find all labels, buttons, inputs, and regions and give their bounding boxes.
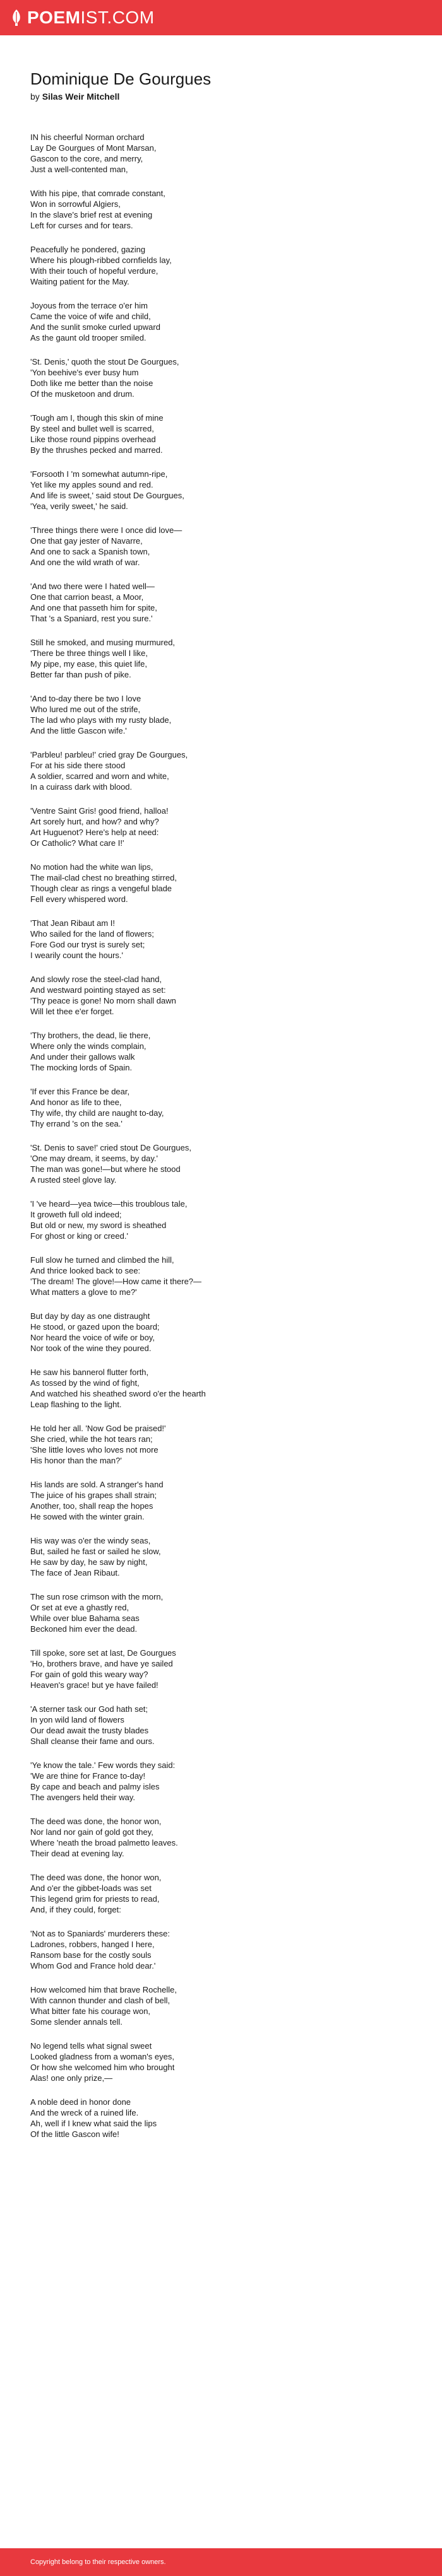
poem-line: Who lured me out of the strife, xyxy=(30,705,141,714)
poem-line: Nor took of the wine they poured. xyxy=(30,1344,152,1353)
poem-line: But, sailed he fast or sailed he slow, xyxy=(30,1547,161,1556)
poem-line: Peacefully he pondered, gazing xyxy=(30,245,146,254)
poem-content xyxy=(30,69,409,2153)
site-header xyxy=(0,0,442,35)
poem-line: Their dead at evening lay. xyxy=(30,1849,124,1858)
poem-line: And watched his sheathed sword o'er the hearth xyxy=(30,1389,206,1398)
poem-line: Will let thee e'er forget. xyxy=(30,1007,114,1016)
poem-line: Ah, well if I knew what said the lips xyxy=(30,2119,157,2128)
stanza xyxy=(30,1928,409,1971)
poem-line: 'We are thine for France to-day! xyxy=(30,1771,146,1781)
poem-line: Of the little Gascon wife! xyxy=(30,2129,119,2139)
poem-line: 'Thy peace is gone! No morn shall dawn xyxy=(30,996,176,1005)
poem-line: A soldier, scarred and worn and white, xyxy=(30,771,169,781)
poem-line: He told her all. 'Now God be praised!' xyxy=(30,1424,166,1433)
poem-line: 'Thy brothers, the dead, lie there, xyxy=(30,1031,151,1040)
poem-line: By steel and bullet well is scarred, xyxy=(30,424,154,433)
poem-line: And o'er the gibbet-loads was set xyxy=(30,1883,152,1893)
stanza xyxy=(30,1760,409,1803)
poem-line: Some slender annals tell. xyxy=(30,2017,122,2027)
poem-line: Left for curses and for tears. xyxy=(30,221,133,230)
poem-line: A noble deed in honor done xyxy=(30,2097,131,2107)
poem-line: His honor than the man?' xyxy=(30,1456,122,1465)
poem-line: The sun rose crimson with the morn, xyxy=(30,1592,164,1601)
poem-line: 'The dream! The glove!—How came it there?— xyxy=(30,1277,202,1286)
poem-line: How welcomed him that brave Rochelle, xyxy=(30,1985,177,1994)
poem-line: Lay De Gourgues of Mont Marsan, xyxy=(30,143,157,153)
poem-line: 'And to-day there be two I love xyxy=(30,694,141,703)
poem-line: 'A sterner task our God hath set; xyxy=(30,1704,148,1714)
poem-title: Dominique De Gourgues xyxy=(30,69,212,88)
poem-line: By the thrushes pecked and marred. xyxy=(30,445,163,455)
stanza xyxy=(30,1086,409,1129)
poem-line: Art Huguenot? Here's help at need: xyxy=(30,828,159,837)
poem-line: 'St. Denis,' quoth the stout De Gourgues, xyxy=(30,357,179,366)
poem-line: Full slow he turned and climbed the hill, xyxy=(30,1255,174,1265)
stanza xyxy=(30,300,409,343)
poem-line: And under their gallows walk xyxy=(30,1052,135,1062)
poem-line: Like those round pippins overhead xyxy=(30,435,156,444)
poem-line: His way was o'er the windy seas, xyxy=(30,1536,151,1545)
poem-line: As tossed by the wind of fight, xyxy=(30,1378,140,1388)
poem-line: With his pipe, that comrade constant, xyxy=(30,189,165,198)
poem-line: Or how she welcomed him who brought xyxy=(30,2063,175,2072)
poem-line: Where his plough-ribbed cornfields lay, xyxy=(30,255,172,265)
stanza xyxy=(30,1198,409,1241)
poem-line: Joyous from the terrace o'er him xyxy=(30,301,148,310)
poem-line: Though clear as rings a vengeful blade xyxy=(30,884,172,893)
stanza xyxy=(30,581,409,624)
poem-line: Just a well-contented man, xyxy=(30,165,128,174)
poem-line: The face of Jean Ribaut. xyxy=(30,1568,120,1578)
stanza xyxy=(30,1255,409,1297)
poem-line: The lad who plays with my rusty blade, xyxy=(30,715,172,725)
poem-line: My pipe, my ease, this quiet life, xyxy=(30,659,147,669)
poem-line: The mail-clad chest no breathing stirred, xyxy=(30,873,177,882)
site-footer xyxy=(0,2548,442,2576)
poem-line: And slowly rose the steel-clad hand, xyxy=(30,975,162,984)
poem-line: Our dead await the trusty blades xyxy=(30,1726,149,1735)
poem-line: I wearily count the hours.' xyxy=(30,951,123,960)
stanza xyxy=(30,1704,409,1747)
stanza xyxy=(30,469,409,512)
poem-line: As the gaunt old trooper smiled. xyxy=(30,333,146,342)
stanza xyxy=(30,1311,409,1354)
poem-line: Or Catholic? What care I!' xyxy=(30,838,124,848)
poem-line: Ransom base for the costly souls xyxy=(30,1950,152,1960)
poem-line: 'Yea, verily sweet,' he said. xyxy=(30,501,128,511)
poem-line: While over blue Bahama seas xyxy=(30,1613,140,1623)
poem-line: He saw by day, he saw by night, xyxy=(30,1557,148,1567)
stanza xyxy=(30,637,409,680)
poem-line: This legend grim for priests to read, xyxy=(30,1894,160,1904)
poem-line: And the little Gascon wife.' xyxy=(30,726,127,735)
poem-line: Till spoke, sore set at last, De Gourgues xyxy=(30,1648,176,1658)
poem-line: The deed was done, the honor won, xyxy=(30,1873,162,1882)
stanza xyxy=(30,2097,409,2140)
poem-line: Heaven's grace! but ye have failed! xyxy=(30,1680,158,1690)
poem-line: He sowed with the winter grain. xyxy=(30,1512,145,1521)
poem-line: And one to sack a Spanish town, xyxy=(30,547,150,556)
poem-line: Came the voice of wife and child, xyxy=(30,312,151,321)
poem-line: His lands are sold. A stranger's hand xyxy=(30,1480,164,1489)
poem-line: It groweth full old indeed; xyxy=(30,1210,122,1219)
stanza xyxy=(30,1479,409,1522)
poem-line: IN his cheerful Norman orchard xyxy=(30,132,145,142)
poem-line: The avengers held their way. xyxy=(30,1793,135,1802)
copyright-text: Copyright belong to their respective owners. xyxy=(30,2558,166,2566)
poem-line: Alas! one only prize,— xyxy=(30,2073,113,2083)
poem-line: No legend tells what signal sweet xyxy=(30,2041,152,2051)
poem-line: In the slave's brief rest at evening xyxy=(30,210,153,220)
stanza xyxy=(30,1142,409,1185)
poem-line: Shall cleanse their fame and ours. xyxy=(30,1736,155,1746)
stanza xyxy=(30,413,409,455)
poem-line: 'One may dream, it seems, by day.' xyxy=(30,1154,158,1163)
poem-line: But day by day as one distraught xyxy=(30,1311,150,1321)
stanza xyxy=(30,974,409,1017)
poem-line: And one the wild wrath of war. xyxy=(30,558,140,567)
poem-line: With cannon thunder and clash of bell, xyxy=(30,1996,170,2005)
poem-line: Or set at eve a ghastly red, xyxy=(30,1603,129,1612)
stanza xyxy=(30,693,409,736)
poem-line: Leap flashing to the light. xyxy=(30,1400,122,1409)
author-link[interactable]: Silas Weir Mitchell xyxy=(42,91,120,102)
poem-line: He stood, or gazed upon the board; xyxy=(30,1322,160,1332)
poem-line: 'Ye know the tale.' Few words they said: xyxy=(30,1760,176,1770)
stanza xyxy=(30,2040,409,2083)
stanza xyxy=(30,525,409,568)
poem-line: Gascon to the core, and merry, xyxy=(30,154,143,163)
stanza xyxy=(30,1816,409,1859)
poem-line: In yon wild land of flowers xyxy=(30,1715,124,1724)
stanza xyxy=(30,244,409,287)
poem-line: 'Three things there were I once did love— xyxy=(30,525,182,535)
site-logo[interactable] xyxy=(10,8,155,28)
poem-line: And one that passeth him for spite, xyxy=(30,603,157,612)
poem-line: What bitter fate his courage won, xyxy=(30,2006,151,2016)
poem-line: Who sailed for the land of flowers; xyxy=(30,929,154,939)
logo-text-bold: POEM xyxy=(27,8,81,27)
poem-line: Thy wife, thy child are naught to-day, xyxy=(30,1108,164,1118)
poem-line: Still he smoked, and musing murmured, xyxy=(30,638,176,647)
stanza xyxy=(30,188,409,231)
poem-line: 'Parbleu! parbleu!' cried gray De Gourgues, xyxy=(30,750,188,759)
stanza xyxy=(30,132,409,175)
poem-line: In a cuirass dark with blood. xyxy=(30,782,133,792)
logo-text-light: IST.COM xyxy=(80,8,155,27)
poem-line: 'She little loves who loves not more xyxy=(30,1445,158,1455)
poem-line: With their touch of hopeful verdure, xyxy=(30,266,158,276)
poem-line: Of the musketoon and drum. xyxy=(30,389,134,399)
poem-line: Yet like my apples sound and red. xyxy=(30,480,153,489)
poem-line: Fell every whispered word. xyxy=(30,894,128,904)
poem-line: Thy errand 's on the sea.' xyxy=(30,1119,122,1128)
poem-line: 'Ventre Saint Gris! good friend, halloa! xyxy=(30,806,169,816)
poem-line: 'If ever this France be dear, xyxy=(30,1087,130,1096)
poem-line: Art sorely hurt, and how? and why? xyxy=(30,817,159,826)
poem-line: Beckoned him ever the dead. xyxy=(30,1624,138,1634)
poem-line: Where 'neath the broad palmetto leaves. xyxy=(30,1838,178,1847)
poem-line: Nor land nor gain of gold got they, xyxy=(30,1827,153,1837)
poem-line: Better far than push of pike. xyxy=(30,670,131,679)
poem-line: And honor as life to thee, xyxy=(30,1098,122,1107)
stanza xyxy=(30,1423,409,1466)
stanza xyxy=(30,805,409,848)
poem-line: Nor heard the voice of wife or boy, xyxy=(30,1333,155,1342)
stanza xyxy=(30,862,409,905)
poem-line: For at his side there stood xyxy=(30,761,126,770)
poem-line: By cape and beach and palmy isles xyxy=(30,1782,160,1791)
poem-line: 'Yon beehive's ever busy hum xyxy=(30,368,139,377)
poem-line: One that carrion beast, a Moor, xyxy=(30,592,144,602)
poem-line: Whom God and France hold dear.' xyxy=(30,1961,156,1970)
poem-line: The mocking lords of Spain. xyxy=(30,1063,133,1072)
poem-line: 'And two there were I hated well— xyxy=(30,582,155,591)
poem-line: 'There be three things well I like, xyxy=(30,648,148,658)
poem-line: For gain of gold this weary way? xyxy=(30,1670,148,1679)
poem-line: And thrice looked back to see: xyxy=(30,1266,141,1275)
poem-line: Another, too, shall reap the hopes xyxy=(30,1501,153,1511)
stanza xyxy=(30,1872,409,1915)
poem-line: The deed was done, the honor won, xyxy=(30,1817,162,1826)
poem-line: Doth like me better than the noise xyxy=(30,378,153,388)
poem-line: And the wreck of a ruined life. xyxy=(30,2108,139,2117)
poem-line: 'Tough am I, though this skin of mine xyxy=(30,413,164,423)
poem-line: And life is sweet,' said stout De Gourgues, xyxy=(30,491,184,500)
poem-body xyxy=(30,132,409,2140)
poem-line: That 's a Spaniard, rest you sure.' xyxy=(30,614,153,623)
poem-line: Fore God our tryst is surely set; xyxy=(30,940,145,949)
poem-line: Won in sorrowful Algiers, xyxy=(30,199,121,209)
poem-line: 'Forsooth I 'm somewhat autumn-ripe, xyxy=(30,469,168,479)
poem-line: A rusted steel glove lay. xyxy=(30,1175,117,1185)
poem-line: Where only the winds complain, xyxy=(30,1041,146,1051)
quill-pen-icon xyxy=(10,9,23,26)
poem-line: Ladrones, robbers, hanged I here, xyxy=(30,1940,155,1949)
stanza xyxy=(30,1648,409,1690)
poem-line: Waiting patient for the May. xyxy=(30,277,129,286)
poem-line: He saw his bannerol flutter forth, xyxy=(30,1367,149,1377)
poem-line: For ghost or king or creed.' xyxy=(30,1231,128,1241)
poem-line: One that gay jester of Navarre, xyxy=(30,536,143,546)
poem-line: 'That Jean Ribaut am I! xyxy=(30,918,115,928)
stanza xyxy=(30,749,409,792)
poem-line: And the sunlit smoke curled upward xyxy=(30,322,160,332)
stanza xyxy=(30,1591,409,1634)
poem-line: The juice of his grapes shall strain; xyxy=(30,1490,157,1500)
poem-line: She cried, while the hot tears ran; xyxy=(30,1434,153,1444)
poem-line: And westward pointing stayed as set: xyxy=(30,985,166,995)
poem-line: What matters a glove to me?' xyxy=(30,1287,137,1297)
stanza xyxy=(30,1984,409,2027)
poem-line: And, if they could, forget: xyxy=(30,1905,121,1914)
poem-line: 'I 've heard—yea twice—this troublous tale, xyxy=(30,1199,188,1209)
poem-line: But old or new, my sword is sheathed xyxy=(30,1221,167,1230)
stanza xyxy=(30,356,409,399)
stanza xyxy=(30,918,409,961)
stanza xyxy=(30,1367,409,1410)
stanza xyxy=(30,1030,409,1073)
poem-line: No motion had the white wan lips, xyxy=(30,862,153,872)
stanza xyxy=(30,1535,409,1578)
poem-line: 'St. Denis to save!' cried stout De Gourgues, xyxy=(30,1143,191,1152)
byline xyxy=(30,91,409,102)
poem-line: 'Not as to Spaniards' murderers these: xyxy=(30,1929,170,1938)
by-label: by xyxy=(30,91,40,102)
poem-line: The man was gone!—but where he stood xyxy=(30,1164,181,1174)
poem-line: Looked gladness from a woman's eyes, xyxy=(30,2052,174,2061)
poem-line: 'Ho, brothers brave, and have ye sailed xyxy=(30,1659,173,1668)
